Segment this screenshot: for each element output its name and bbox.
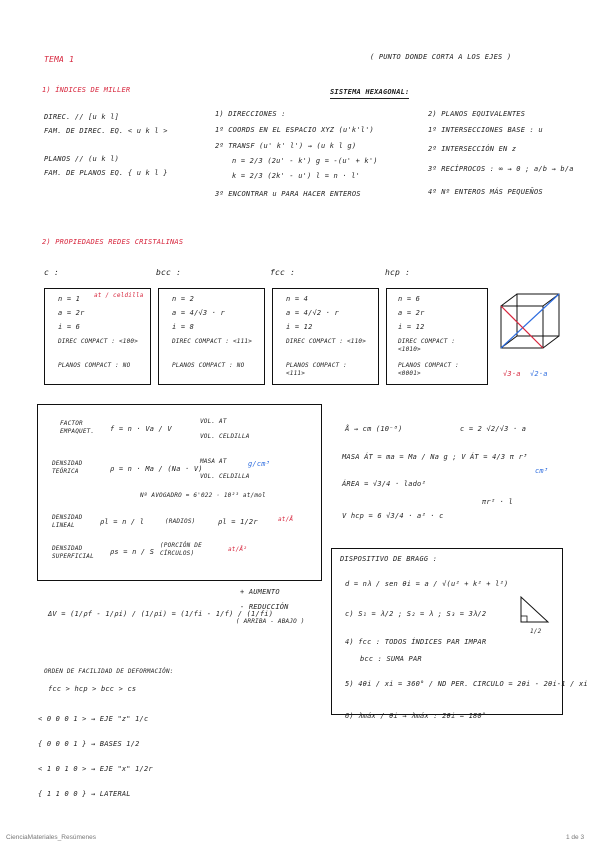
dl-eq: ρl = n / l <box>100 518 145 526</box>
box-planos: PLANOS COMPACT : <111> <box>286 362 347 377</box>
box-planos: PLANOS COMPACT : NO <box>172 362 245 369</box>
box-a: a = 2r <box>58 309 85 317</box>
bragg-s: c) S₁ = λ/2 ; S₂ = λ ; S₃ = 3λ/2 <box>345 610 487 618</box>
direcciones-formula: k = 2/3 (2k' - u') l = n · l' <box>232 172 361 180</box>
orden-chain: fcc > hcp > bcc > cs <box>48 685 137 693</box>
fe-note: VOL. CELDILLA <box>200 433 250 440</box>
box-dir: DIREC COMPACT : <1010> <box>398 338 456 353</box>
orden-item: { 0 0 0 1 } → BASES 1/2 <box>38 740 140 748</box>
structure-label: fcc : <box>270 268 296 277</box>
footer-filename: CienciaMateriales_Resúmenes <box>6 834 96 841</box>
ds-unit: at/Å² <box>228 546 248 553</box>
bragg-fcc: 4) fcc : TODOS ÍNDICES PAR IMPAR <box>345 638 487 646</box>
planos-step: 2º INTERSECCIÓN EN z <box>428 145 517 153</box>
planos-title: 2) PLANOS EQUIVALENTES <box>428 110 526 118</box>
box-n: n = 4 <box>286 295 309 303</box>
dl-label: DENSIDAD LINEAL <box>52 514 83 529</box>
planos-step: 1º INTERSECCIONES BASE : u <box>428 126 543 134</box>
fe-eq: f = n · Va / V <box>110 425 172 433</box>
tema-title: TEMA 1 <box>44 55 75 64</box>
box-a: a = 4/√2 · r <box>286 309 339 317</box>
fe-note: VOL. AT <box>200 418 227 425</box>
orden-item: < 1 0 1 0 > → EJE "x" 1/2r <box>38 765 153 773</box>
delta-v-eq: ΔV = (1/ρf - 1/ρi) / (1/ρi) = (1/fi - 1/f) / (1/fi) <box>48 610 274 618</box>
planos-step: 4º Nº ENTEROS MÁS PEQUEÑOS <box>428 188 543 196</box>
delta-v-note: + AUMENTO <box>240 588 280 596</box>
box-n: n = 2 <box>172 295 195 303</box>
ds-note: (PORCIÓN DE CÍRCULOS) <box>160 542 202 557</box>
box-dir: DIREC COMPACT : <111> <box>172 338 253 345</box>
section1-title: 1) ÍNDICES DE MILLER <box>42 86 131 94</box>
triangle-label: 1/2 <box>530 628 542 635</box>
box-a: a = 2r <box>398 309 425 317</box>
structure-label: bcc : <box>156 268 182 277</box>
box-planos: PLANOS COMPACT : <0001> <box>398 362 459 377</box>
orden-item: < 0 0 0 1 > → EJE "z" 1/c <box>38 715 149 723</box>
box-planos: PLANOS COMPACT : NO <box>58 362 131 369</box>
box-i: i = 12 <box>398 323 425 331</box>
section2-title: 2) PROPIEDADES REDES CRISTALINAS <box>42 238 184 246</box>
dt-note: MASA AT <box>200 458 227 465</box>
direcciones-step: 1º COORDS EN EL ESPACIO XYZ (u'k'l') <box>215 126 374 134</box>
orden-item: { 1 1 0 0 } → LATERAL <box>38 790 131 798</box>
structure-label: c : <box>44 268 60 277</box>
ds-label: DENSIDAD SUPERFICIAL <box>52 545 94 560</box>
dt-unit: g/cm³ <box>248 460 271 468</box>
box-n-unit: at / celdilla <box>94 292 144 299</box>
box-i: i = 12 <box>286 323 313 331</box>
cyl-formula: πr² · l <box>482 498 513 506</box>
c-formula: c = 2 √2/√3 · a <box>460 425 527 433</box>
delta-v-note: ( ARRIBA - ABAJO ) <box>236 618 305 625</box>
miller-line: PLANOS // (u k l) <box>44 155 120 163</box>
area-formula: ÁREA = √3/4 · lado² <box>342 480 426 488</box>
conv-note: Å → cm (10⁻⁸) <box>345 425 403 433</box>
sistema-hexagonal: SISTEMA HEXAGONAL: <box>330 88 409 99</box>
structure-label: hcp : <box>385 268 411 277</box>
bragg-title: DISPOSITIVO DE BRAGG : <box>340 555 438 563</box>
direcciones-step: 2º TRANSF (u' k' l') → (u k l g) <box>215 142 357 150</box>
cube-diagram <box>495 290 565 365</box>
miller-line: DIREC. // [u k l] <box>44 113 120 121</box>
cube-label-face: √2·a <box>530 370 548 378</box>
box-dir: DIREC COMPACT : <100> <box>58 338 139 345</box>
fe-label: FACTOR EMPAQUET. <box>60 420 95 435</box>
mass-formula: MASA ÁT = ma = Ma / Na g ; V ÁT = 4/3 π r³ <box>342 453 528 461</box>
direcciones-formula: n = 2/3 (2u' - k') g = -(u' + k') <box>232 157 378 165</box>
miller-line: FAM. DE DIREC. EQ. < u k l > <box>44 127 168 135</box>
bragg-box <box>331 548 563 715</box>
vhcp-formula: V hcp = 6 √3/4 · a² · c <box>342 512 444 520</box>
planos-step: 3º RECÍPROCOS : ∞ → 0 ; a/b → b/a <box>428 165 574 173</box>
delta-v-note: - REDUCCIÓN <box>240 603 289 611</box>
dt-eq: ρ = n · Ma / (Na · V) <box>110 465 203 473</box>
bragg-bcc: bcc : SUMA PAR <box>360 655 422 663</box>
box-i: i = 8 <box>172 323 195 331</box>
box-a: a = 4/√3 · r <box>172 309 225 317</box>
triangle-diagram <box>518 594 552 626</box>
footer-page: 1 de 3 <box>566 834 585 841</box>
miller-line: FAM. DE PLANOS EQ. { u k l } <box>44 169 168 177</box>
mass-unit: cm³ <box>535 467 549 475</box>
orden-title: ORDEN DE FACILIDAD DE DEFORMACIÓN: <box>44 668 174 675</box>
dt-note: VOL. CELDILLA <box>200 473 250 480</box>
dl-unit: at/Å <box>278 516 294 523</box>
bragg-5: 5) 4θi / xi = 360° / ND PER. CIRCULO = 2θi - 2θi-1 / xi <box>345 680 588 688</box>
box-n: n = 6 <box>398 295 421 303</box>
direcciones-step: 3º ENCONTRAR u PARA HACER ENTEROS <box>215 190 361 198</box>
box-n: n = 1 <box>58 295 81 303</box>
avogadro: Nº AVOGADRO = 6'022 · 10²³ at/mol <box>140 492 266 499</box>
ds-eq: ρs = n / S <box>110 548 155 556</box>
box-dir: DIREC COMPACT : <110> <box>286 338 367 345</box>
header-note: ( PUNTO DONDE CORTA A LOS EJES ) <box>370 53 512 61</box>
bragg-6: 6) λmáx / θi → λmáx : 2θi = 180° <box>345 712 487 720</box>
cube-label-diag: √3·a <box>503 370 521 378</box>
direcciones-title: 1) DIRECCIONES : <box>215 110 286 118</box>
dt-label: DENSIDAD TEÓRICA <box>52 460 83 475</box>
bragg-eq: d = nλ / sen θi = a / √(u² + k² + l²) <box>345 580 509 588</box>
dl-r: ρl = 1/2r <box>218 518 258 526</box>
dl-note: (RADIOS) <box>165 518 196 525</box>
box-i: i = 6 <box>58 323 81 331</box>
